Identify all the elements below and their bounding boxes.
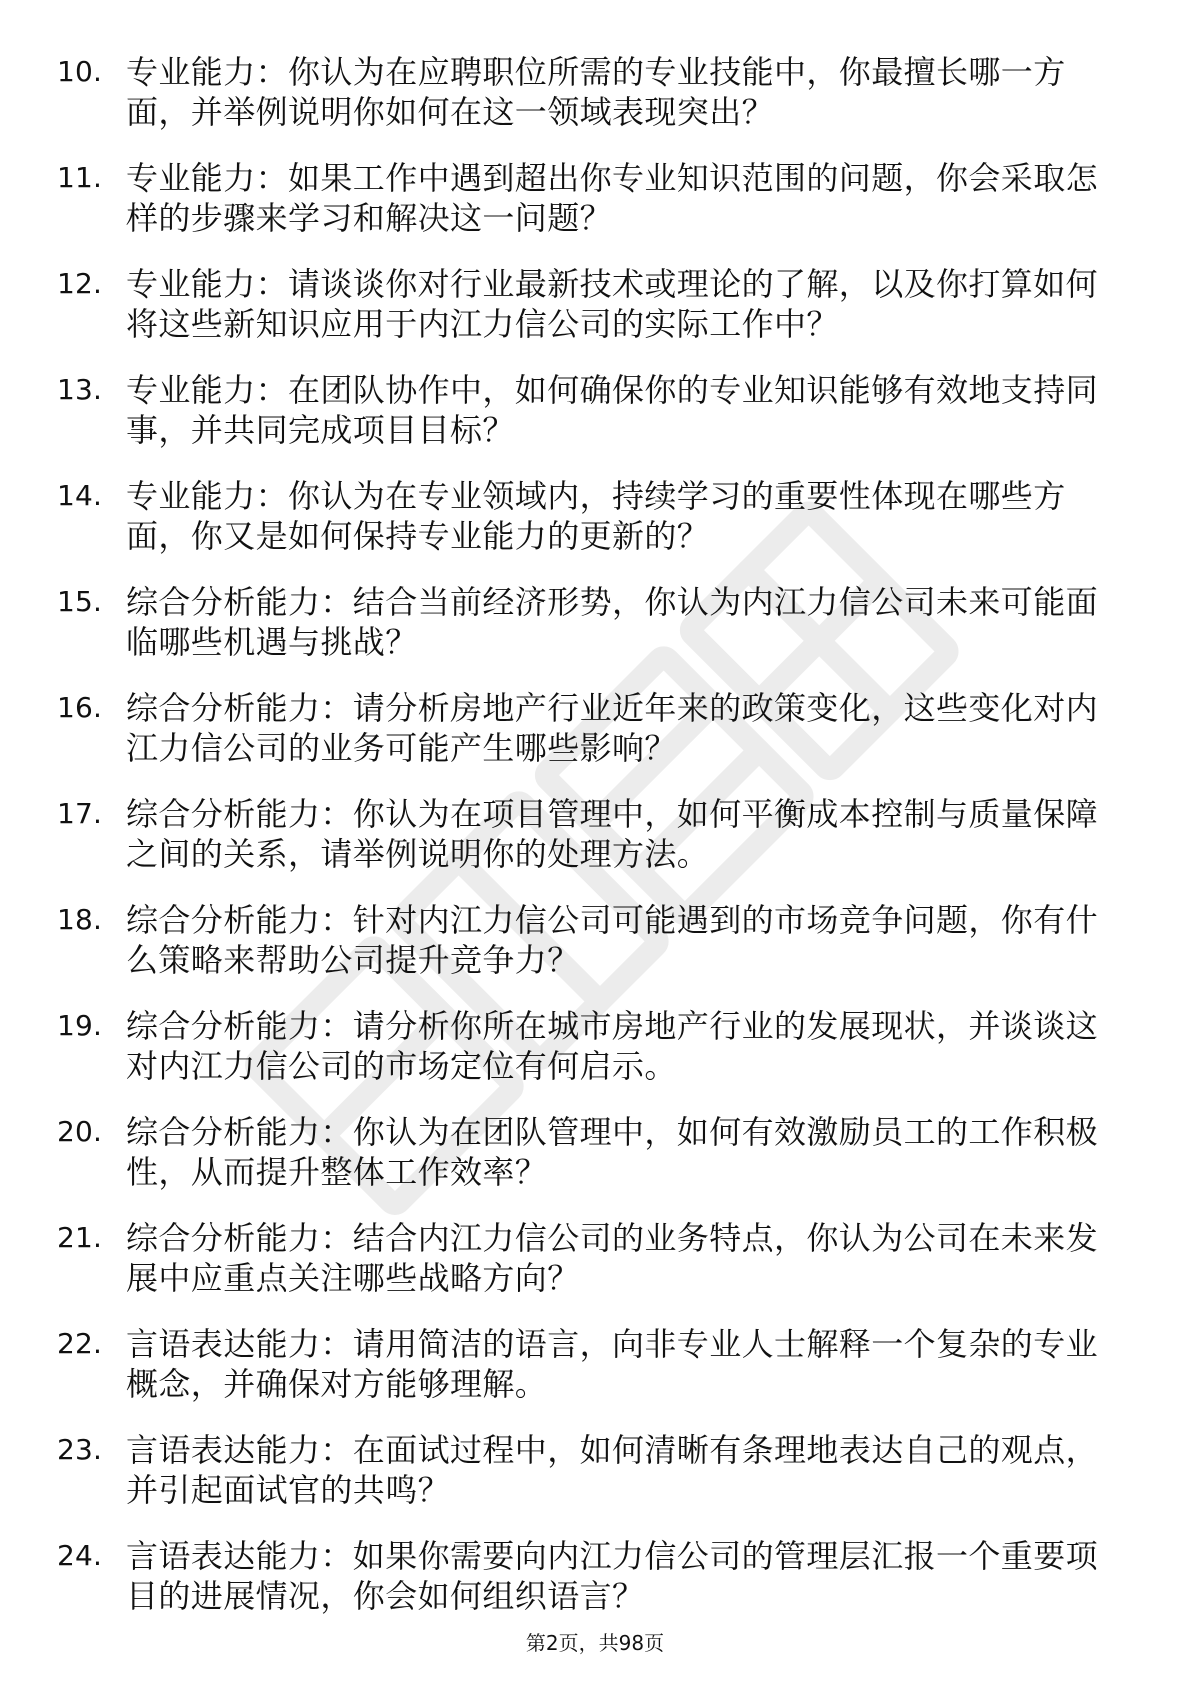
question-number: 11.: [57, 161, 103, 194]
question-number: 15.: [57, 585, 103, 618]
question-text: 综合分析能力：请分析你所在城市房地产行业的发展现状，并谈谈这对内江力信公司的市场定位有何启示。: [126, 1007, 1099, 1085]
question-item: [57, 158, 1117, 264]
question-item: [57, 1536, 1117, 1642]
question-text: 专业能力：你认为在应聘职位所需的专业技能中，你最擅长哪一方面，并举例说明你如何在这一领域表现突出？: [126, 53, 1066, 131]
question-number: 20.: [57, 1115, 103, 1148]
question-item: [57, 688, 1117, 794]
question-text: 综合分析能力：请分析房地产行业近年来的政策变化，这些变化对内江力信公司的业务可能产生哪些影响？: [126, 689, 1099, 767]
question-number: 17.: [57, 797, 103, 830]
question-text: 综合分析能力：你认为在团队管理中，如何有效激励员工的工作积极性，从而提升整体工作效率？: [126, 1113, 1099, 1191]
question-item: [57, 794, 1117, 900]
question-number: 13.: [57, 373, 103, 406]
question-item: [57, 582, 1117, 688]
question-text: 专业能力：你认为在专业领域内，持续学习的重要性体现在哪些方面，你又是如何保持专业能力的更新的？: [126, 477, 1066, 555]
question-text: 言语表达能力：如果你需要向内江力信公司的管理层汇报一个重要项目的进展情况，你会如何组织语言？: [126, 1537, 1099, 1615]
question-text: 专业能力：如果工作中遇到超出你专业知识范围的问题，你会采取怎样的步骤来学习和解决这一问题？: [126, 159, 1099, 237]
question-number: 14.: [57, 479, 103, 512]
question-item: [57, 264, 1117, 370]
question-item: [57, 1112, 1117, 1218]
question-number: 19.: [57, 1009, 103, 1042]
page-indicator: 第2页，共98页: [525, 1631, 665, 1655]
question-text: 综合分析能力：结合内江力信公司的业务特点，你认为公司在未来发展中应重点关注哪些战略方向？: [126, 1219, 1099, 1297]
question-item: [57, 1006, 1117, 1112]
question-item: [57, 1218, 1117, 1324]
question-item: [57, 900, 1117, 1006]
question-item: [57, 1430, 1117, 1536]
question-number: 10.: [57, 55, 103, 88]
question-item: [57, 476, 1117, 582]
question-number: 18.: [57, 903, 103, 936]
question-number: 23.: [57, 1433, 103, 1466]
question-text: 综合分析能力：结合当前经济形势，你认为内江力信公司未来可能面临哪些机遇与挑战？: [126, 583, 1099, 661]
question-text: 专业能力：请谈谈你对行业最新技术或理论的了解，以及你打算如何将这些新知识应用于内江力信公司的实际工作中？: [126, 265, 1099, 343]
question-text: 综合分析能力：针对内江力信公司可能遇到的市场竞争问题，你有什么策略来帮助公司提升竞争力？: [126, 901, 1099, 979]
question-number: 12.: [57, 267, 103, 300]
question-list: [57, 52, 1117, 1642]
question-text: 言语表达能力：请用简洁的语言，向非专业人士解释一个复杂的专业概念，并确保对方能够理解。: [126, 1325, 1099, 1403]
question-number: 21.: [57, 1221, 103, 1254]
question-item: [57, 52, 1117, 158]
question-text: 综合分析能力：你认为在项目管理中，如何平衡成本控制与质量保障之间的关系，请举例说明你的处理方法。: [126, 795, 1099, 873]
question-item: [57, 1324, 1117, 1430]
question-number: 16.: [57, 691, 103, 724]
question-text: 言语表达能力：在面试过程中，如何清晰有条理地表达自己的观点，并引起面试官的共鸣？: [126, 1431, 1099, 1509]
question-number: 22.: [57, 1327, 103, 1360]
question-item: [57, 370, 1117, 476]
question-text: 专业能力：在团队协作中，如何确保你的专业知识能够有效地支持同事，并共同完成项目目标？: [126, 371, 1099, 449]
question-number: 24.: [57, 1539, 103, 1572]
